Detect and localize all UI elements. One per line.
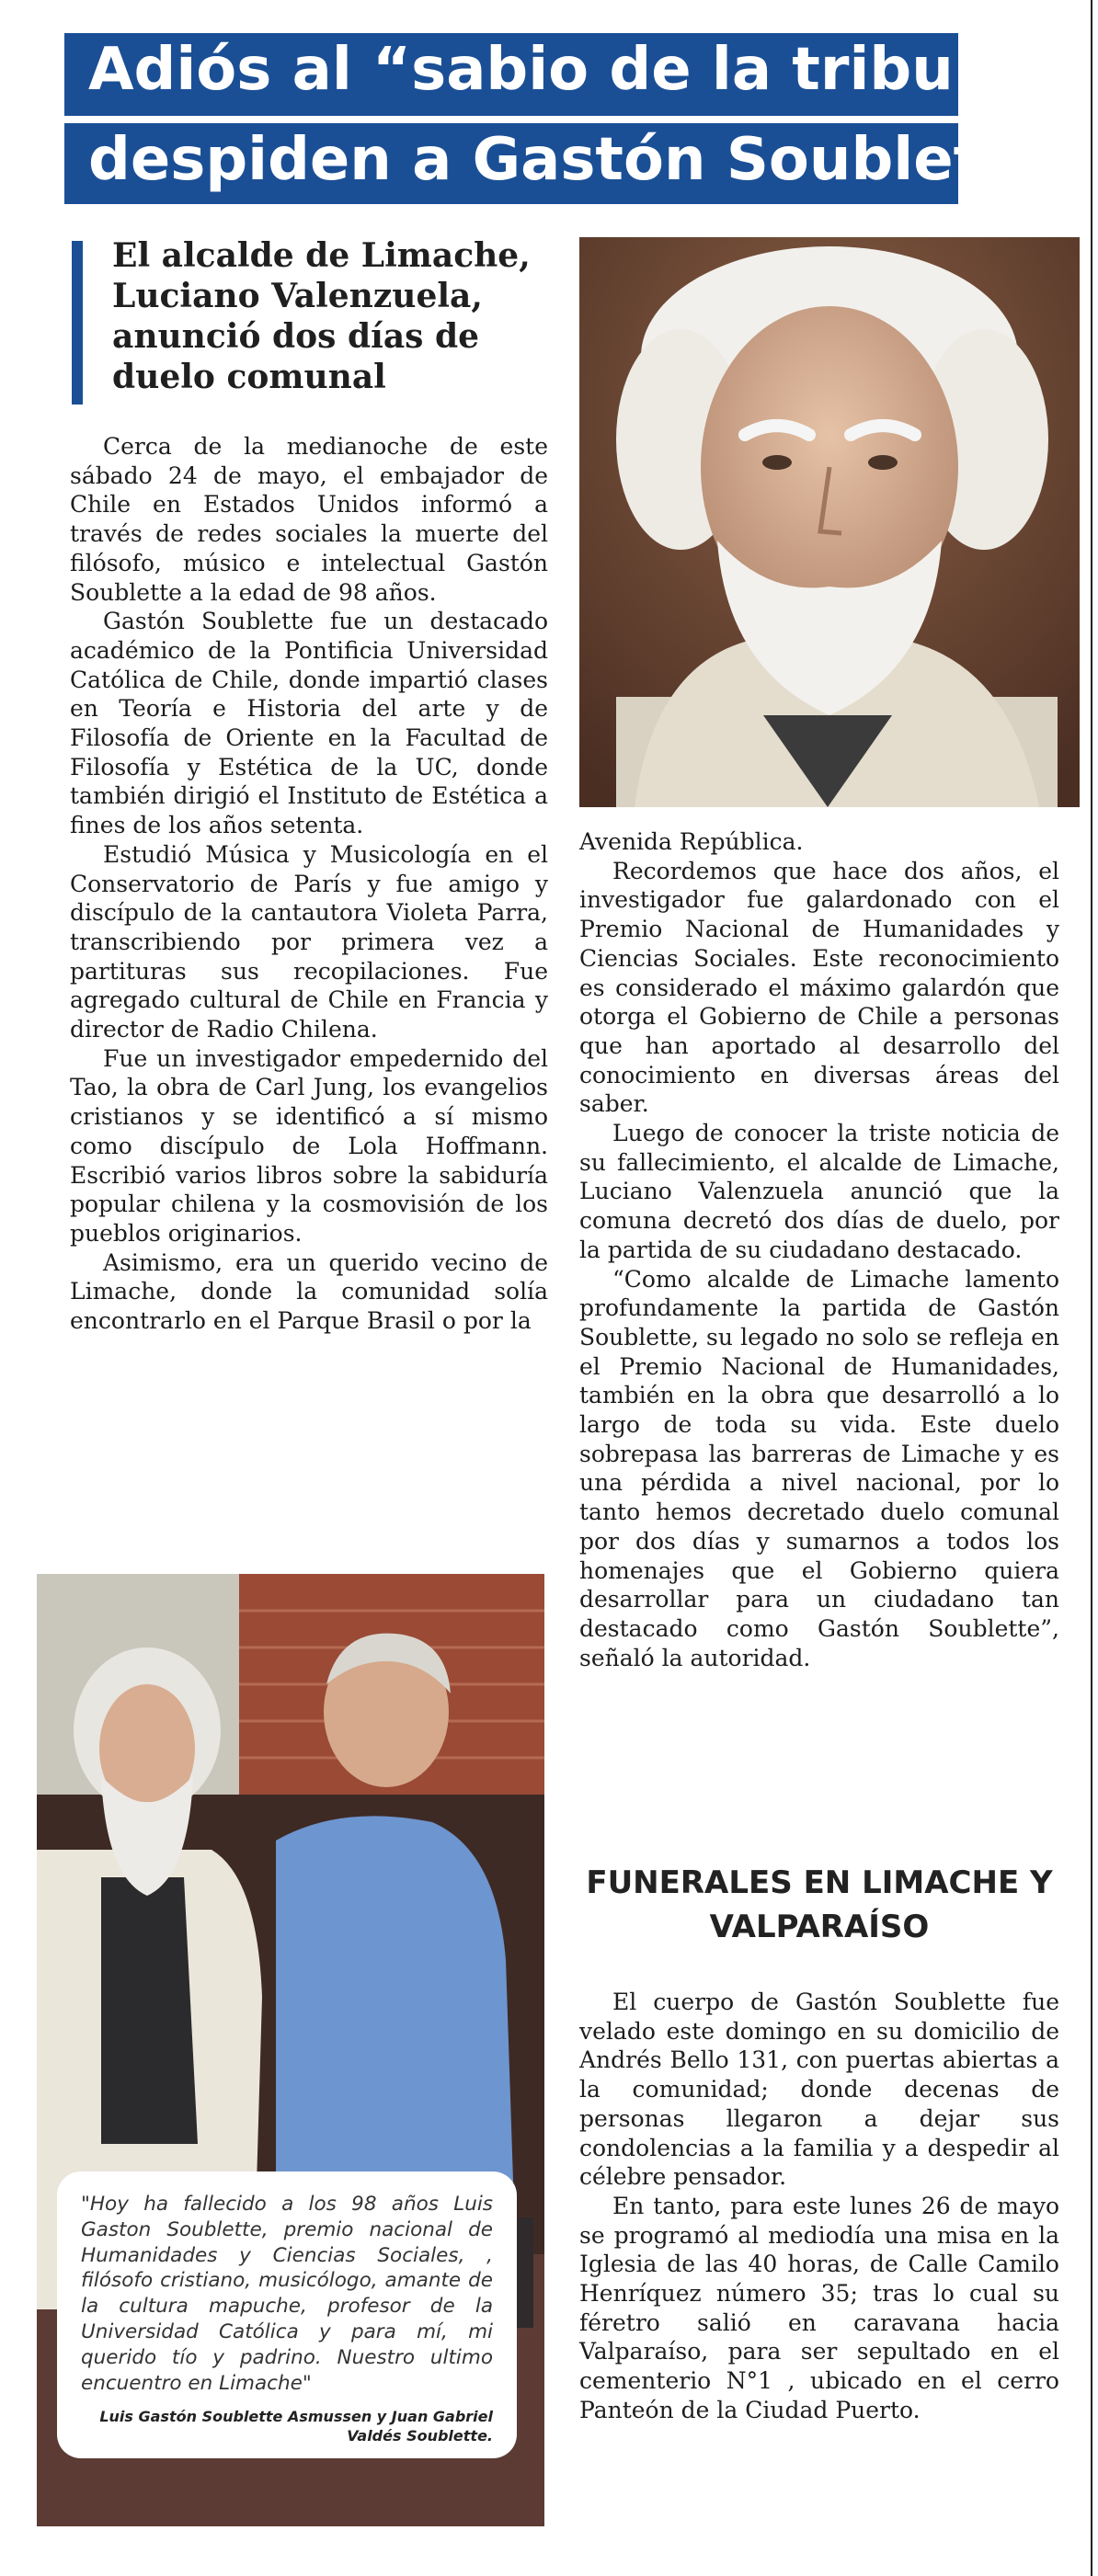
body-column-funerals (579, 1988, 1059, 2425)
section-heading: FUNERALES EN LIMACHE Y VALPARAÍSO (586, 1864, 1053, 1945)
paragraph: Cerca de la medianoche de este sábado 24 de mayo, el embajador de Chile en Estados Unidos informó a través de redes sociales la muerte del filósofo, músico e intelectual Gastón Soublette a la edad de 98 años. (70, 433, 548, 606)
headline-line-1: Adiós al “sabio de la tribu”: (64, 33, 958, 116)
portrait-photo (579, 237, 1080, 807)
paragraph: Asimismo, era un querido vecino de Limache, donde la comunidad solía encontrarlo en el Parque Brasil o por la (70, 1248, 548, 1335)
paragraph: En tanto, para este lunes 26 de mayo se programó al mediodía una misa en la Iglesia de las 40 horas, de Calle Camilo Henríquez número 35; tras lo cual su féretro salió en caravana hacia Valparaíso, para ser sepultado en el cementerio N°1 , ubicado en el cerro Panteón de la Ciudad Puerto. (579, 2192, 1059, 2423)
paragraph: Estudió Música y Musicología en el Conservatorio de París y fue amigo y discípulo de la cantautora Violeta Parra, transcribiendo por primera vez a partituras sus recopilaciones. Fue agregado cultural de Chile en Francia y director de Radio Chilena. (70, 840, 548, 1043)
paragraph: Avenida República. (579, 828, 804, 855)
kicker-subheading: El alcalde de Limache, Luciano Valenzuela, anunció dos días de duelo comunal (112, 236, 531, 396)
paragraph: Fue un investigador empedernido del Tao, la obra de Carl Jung, los evangelios cristianos y se identificó a sí mismo como discípulo de Lola Hoffmann. Escribió varios libros sobre la sabiduría popular chilena y la cosmovisión de los pueblos originarios. (70, 1044, 548, 1247)
caption-quote: "Hoy ha fallecido a los 98 años Luis Gaston Soublette, premio nacional de Humanidades y Ciencias Sociales, , filósofo cristiano, musicólogo, amante de la cultura mapuche, profesor de la Universidad Católica y para mí, mi querido tío y padrino. Nuestro ultimo encuentro en Limache" (81, 2193, 493, 2395)
portrait-illustration (579, 237, 1080, 807)
paragraph: “Como alcalde de Limache lamento profundamente la partida de Gastón Soublette, su legado no solo se refleja en el Premio Nacional de Humanidades, también en la obra que desarrolló a lo largo de toda su vida. Este duelo sobrepasa las barreras de Limache y es una pérdida a nivel nacional, por lo tanto hemos decretado duelo comunal por dos días y sumarnos a todos los homenajes que el Gobierno quiera desarrollar para un ciudadano tan destacado como Gastón Soublette”, señaló la autoridad. (579, 1265, 1059, 1671)
paragraph: Luego de conocer la triste noticia de su fallecimiento, el alcalde de Limache, Luciano Valenzuela anunció que la comuna decretó dos días de duelo, por la partida de su ciudadano destacado. (579, 1120, 1059, 1263)
headline-line-2: despiden a Gastón Soublette (64, 123, 958, 204)
paragraph: Gastón Soublette fue un destacado académico de la Pontificia Universidad Católica de Chile, donde impartió clases en Teoría e Historia del arte y de Filosofía de Oriente en la Facultad de Filosofía y Estética de la UC, donde también dirigió el Instituto de Estética a fines de los años setenta. (70, 608, 548, 839)
body-column-left (70, 432, 548, 1336)
kicker-accent-bar (72, 241, 83, 405)
paragraph: Recordemos que hace dos años, el investigador fue galardonado con el Premio Nacional de Humanidades y Ciencias Sociales. Este reconocimiento es considerado el máximo galardón que otorga el Gobierno de Chile a personas que han aportado al desarrollo del conocimiento en diversas áreas del saber. (579, 857, 1059, 1118)
column-rule (1091, 0, 1092, 2576)
caption-credit: Luis Gastón Soublette Asmussen y Juan Gabriel Valdés Soublette. (99, 2408, 493, 2445)
paragraph: El cuerpo de Gastón Soublette fue velado este domingo en su domicilio de Andrés Bello 131, con puertas abiertas a la comunidad; donde decenas de personas llegaron a dejar sus condolencias a la familia y a despedir al célebre pensador. (579, 1989, 1059, 2191)
body-column-right (579, 827, 1059, 1672)
photo-caption-box (57, 2171, 517, 2458)
